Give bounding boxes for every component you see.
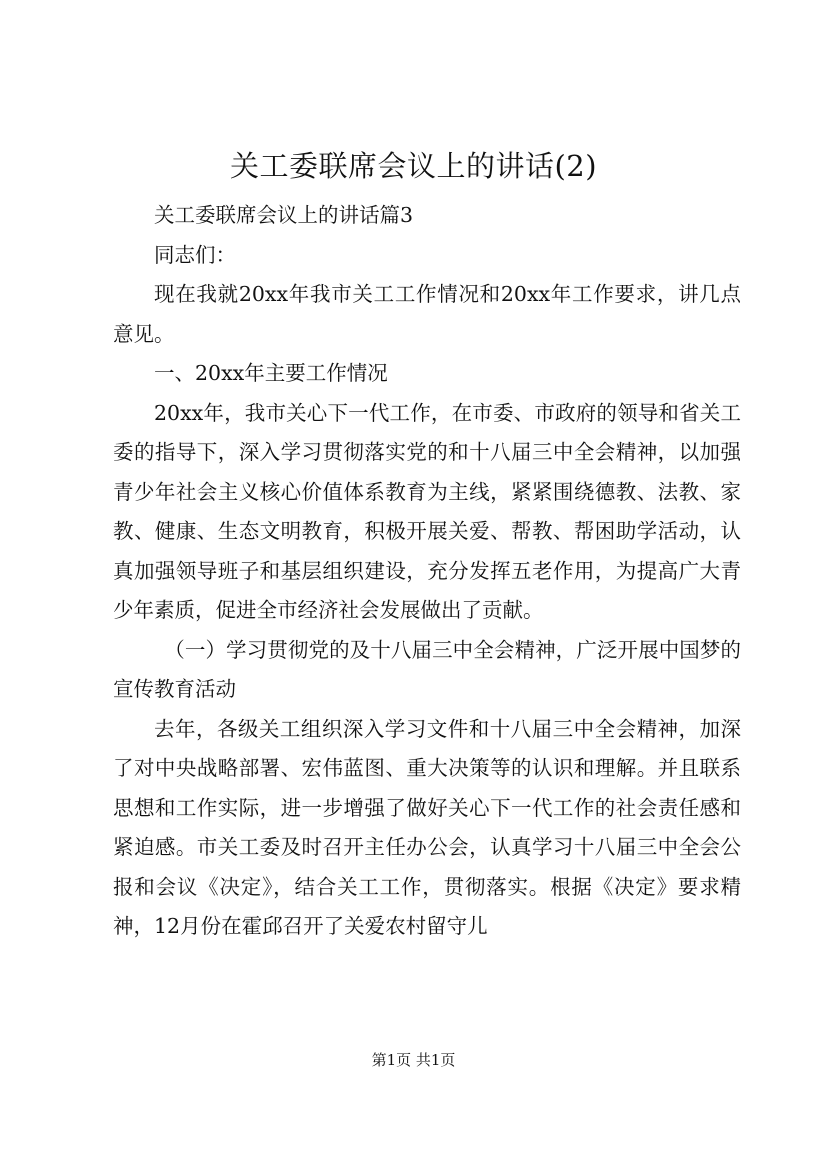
page-footer: 第1页 共1页 xyxy=(371,1051,456,1069)
paragraph-heading-1: 一、20xx年主要工作情况 xyxy=(154,361,388,385)
document-body xyxy=(113,196,741,947)
document-title: 关工委联席会议上的讲话(2) xyxy=(229,149,598,183)
paragraph-intro: 现在我就20xx年我市关工工作情况和20xx年工作要求，讲几点意见。 xyxy=(113,282,741,346)
paragraph-section-title: 关工委联席会议上的讲话篇3 xyxy=(154,203,414,227)
paragraph-summary: 20xx年，我市关心下一代工作，在市委、市政府的领导和省关工委的指导下，深入学习贯彻落实党的和十八届三中全会精神，以加强青少年社会主义核心价值体系教育为主线，紧紧围绕德教、法教、家教、健康、生态文明教育，积极开展关爱、帮教、帮困助学活动，认真加强领导班子和基层组织建设，充分发挥五老作用，为提高广大青少年素质，促进全市经济社会发展做出了贡献。 xyxy=(113,400,741,622)
paragraph-greeting: 同志们： xyxy=(154,242,236,267)
paragraph-subheading-1: （一）学习贯彻党的及十八届三中全会精神，广泛开展中国梦的宣传教育活动 xyxy=(113,637,741,701)
paragraph-detail: 去年，各级关工组织深入学习文件和十八届三中全会精神，加深了对中央战略部署、宏伟蓝图、重大决策等的认识和理解。并且联系思想和工作实际，进一步增强了做好关心下一代工作的社会责任感和紧迫感。市关工委及时召开主任办公会，认真学习十八届三中全会公报和会议《决定》，结合关工工作，贯彻落实。根据《决定》要求精神，12月份在霍邱召开了关爱农村留守儿 xyxy=(113,716,741,938)
